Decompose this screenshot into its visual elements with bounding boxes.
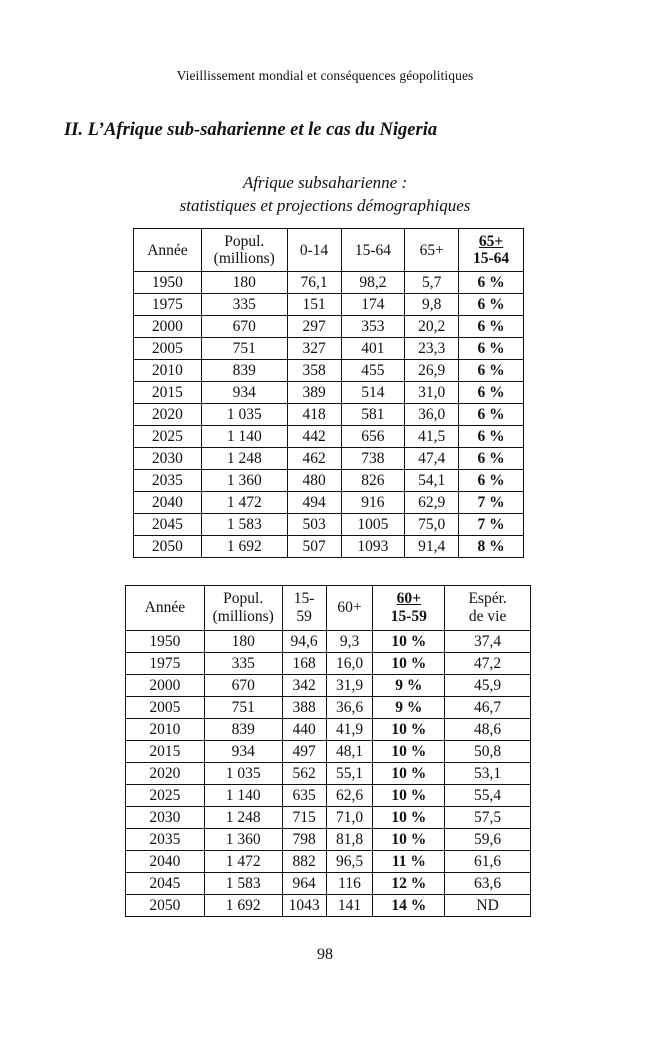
table-cell: 53,1	[445, 763, 531, 785]
table-cell: 116	[326, 873, 373, 895]
table-cell: 2015	[134, 382, 202, 404]
table-row	[126, 829, 531, 851]
table-cell: 10 %	[373, 785, 445, 807]
table-row	[134, 470, 524, 492]
table-cell: 342	[282, 675, 326, 697]
table-cell: 507	[287, 536, 341, 558]
header-population	[204, 586, 282, 631]
table-cell: 2045	[134, 514, 202, 536]
table-cell: 12 %	[373, 873, 445, 895]
table-cell: 2000	[126, 675, 205, 697]
table-cell: 7 %	[459, 514, 524, 536]
table-cell: 2040	[134, 492, 202, 514]
table-cell: 76,1	[287, 272, 341, 294]
table-cell: 2030	[126, 807, 205, 829]
header-year: Année	[126, 586, 205, 631]
table-cell: 327	[287, 338, 341, 360]
table-row	[126, 807, 531, 829]
table-cell: 151	[287, 294, 341, 316]
table-row	[134, 448, 524, 470]
table-cell: 1 360	[201, 470, 287, 492]
table-cell: 839	[204, 719, 282, 741]
table-cell: 62,6	[326, 785, 373, 807]
header-pop-line2: (millions)	[212, 608, 274, 625]
table-cell: 26,9	[405, 360, 459, 382]
table-cell: 6 %	[459, 448, 524, 470]
table-header-row	[134, 229, 524, 272]
table-row	[126, 697, 531, 719]
table-cell: 23,3	[405, 338, 459, 360]
running-header: Vieillissement mondial et conséquences géopolitiques	[176, 68, 474, 83]
table-row	[126, 741, 531, 763]
table-cell: 20,2	[405, 316, 459, 338]
table-cell: 934	[204, 741, 282, 763]
ratio-denominator: 15-59	[390, 608, 427, 625]
table-cell: 7 %	[459, 492, 524, 514]
table-row	[126, 675, 531, 697]
table-cell: 2050	[126, 895, 205, 917]
table-row	[134, 514, 524, 536]
table-cell: 751	[201, 338, 287, 360]
table-cell: 440	[282, 719, 326, 741]
table-cell: 738	[341, 448, 405, 470]
table-cell: 1 472	[204, 851, 282, 873]
ratio-denominator: 15-64	[472, 250, 510, 267]
table-cell: 10 %	[373, 741, 445, 763]
caption-line-2: statistiques et projections démographiques	[179, 196, 471, 215]
header-age-15-64: 15-64	[341, 229, 405, 272]
header-pop-line1: Popul.	[223, 590, 264, 607]
header-dependency-ratio	[459, 229, 524, 272]
header-age-60plus: 60+	[326, 586, 373, 631]
table-row	[134, 294, 524, 316]
table-row	[126, 653, 531, 675]
table-cell: 934	[201, 382, 287, 404]
table-cell: 6 %	[459, 272, 524, 294]
table-cell: 94,6	[282, 631, 326, 653]
table-cell: 1 035	[204, 763, 282, 785]
table-cell: 358	[287, 360, 341, 382]
table-cell: 2010	[126, 719, 205, 741]
table-cell: 2035	[126, 829, 205, 851]
table-cell: 1975	[134, 294, 202, 316]
table-cell: 8 %	[459, 536, 524, 558]
table-row	[134, 492, 524, 514]
table-cell: 9 %	[373, 675, 445, 697]
table-cell: 1005	[341, 514, 405, 536]
table-cell: 10 %	[373, 631, 445, 653]
table-cell: 168	[282, 653, 326, 675]
table-cell: 503	[287, 514, 341, 536]
header-age-15-59	[282, 586, 326, 631]
table-cell: 1 692	[204, 895, 282, 917]
table-cell: 16,0	[326, 653, 373, 675]
table-cell: 2000	[134, 316, 202, 338]
table-cell: 98,2	[341, 272, 405, 294]
table-cell: 1 692	[201, 536, 287, 558]
table-cell: 2005	[134, 338, 202, 360]
table-cell: 48,6	[445, 719, 531, 741]
table-cell: 2040	[126, 851, 205, 873]
caption-line-1: Afrique subsaharienne :	[242, 173, 408, 192]
table-header-row	[126, 586, 531, 631]
table-cell: 562	[282, 763, 326, 785]
ratio-numerator: 65+	[478, 233, 504, 250]
table-cell: 75,0	[405, 514, 459, 536]
table-row	[126, 719, 531, 741]
table-cell: 9,8	[405, 294, 459, 316]
table-cell: 9 %	[373, 697, 445, 719]
table-cell: 6 %	[459, 316, 524, 338]
table-cell: 514	[341, 382, 405, 404]
table-row	[126, 873, 531, 895]
table-caption	[0, 171, 650, 217]
table-cell: 37,4	[445, 631, 531, 653]
header-15-59-line1: 15-	[293, 590, 315, 607]
table-cell: 1 140	[204, 785, 282, 807]
table-cell: 41,5	[405, 426, 459, 448]
table-cell: 494	[287, 492, 341, 514]
table-cell: 2020	[126, 763, 205, 785]
table-cell: 96,5	[326, 851, 373, 873]
table-cell: 353	[341, 316, 405, 338]
table-cell: 46,7	[445, 697, 531, 719]
table-cell: 10 %	[373, 829, 445, 851]
table-cell: 2010	[134, 360, 202, 382]
table-cell: 62,9	[405, 492, 459, 514]
header-pop-line1: Popul.	[224, 233, 265, 250]
table-cell: 174	[341, 294, 405, 316]
table-cell: 1 583	[201, 514, 287, 536]
table-cell: 335	[204, 653, 282, 675]
table-cell: 1 248	[201, 448, 287, 470]
table-cell: 418	[287, 404, 341, 426]
table-row	[126, 851, 531, 873]
table-cell: 36,6	[326, 697, 373, 719]
table-cell: 10 %	[373, 719, 445, 741]
table-cell: 91,4	[405, 536, 459, 558]
table-row	[126, 785, 531, 807]
table-cell: 916	[341, 492, 405, 514]
table-cell: 9,3	[326, 631, 373, 653]
table-cell: 47,4	[405, 448, 459, 470]
header-life-line2: de vie	[468, 608, 507, 625]
table-row	[134, 338, 524, 360]
table-cell: 55,4	[445, 785, 531, 807]
header-dependency-ratio	[373, 586, 445, 631]
stats-table-60plus	[125, 585, 531, 917]
table-cell: 1043	[282, 895, 326, 917]
stats-table-65plus	[133, 228, 524, 558]
table-row	[134, 360, 524, 382]
table-cell: 41,9	[326, 719, 373, 741]
table-cell: 497	[282, 741, 326, 763]
table-cell: 389	[287, 382, 341, 404]
header-life-line1: Espér.	[468, 590, 507, 607]
table-cell: 670	[204, 675, 282, 697]
table-cell: 670	[201, 316, 287, 338]
table-cell: 6 %	[459, 294, 524, 316]
table-cell: 10 %	[373, 807, 445, 829]
table-cell: 2050	[134, 536, 202, 558]
header-year: Année	[134, 229, 202, 272]
section-title: II. L’Afrique sub-saharienne et le cas du Nigeria	[64, 120, 438, 140]
table-cell: 401	[341, 338, 405, 360]
table-row	[134, 272, 524, 294]
table-cell: 50,8	[445, 741, 531, 763]
table-cell: 11 %	[373, 851, 445, 873]
table-cell: 1 583	[204, 873, 282, 895]
table-cell: 656	[341, 426, 405, 448]
table-cell: 751	[204, 697, 282, 719]
table-cell: 2045	[126, 873, 205, 895]
table-cell: 45,9	[445, 675, 531, 697]
table-cell: 1975	[126, 653, 205, 675]
table-cell: 798	[282, 829, 326, 851]
table-cell: 882	[282, 851, 326, 873]
table-row	[134, 426, 524, 448]
table-cell: 31,0	[405, 382, 459, 404]
table-cell: 48,1	[326, 741, 373, 763]
table-cell: 63,6	[445, 873, 531, 895]
table-cell: 1950	[134, 272, 202, 294]
table-cell: 964	[282, 873, 326, 895]
table-cell: 442	[287, 426, 341, 448]
table-cell: 54,1	[405, 470, 459, 492]
table-cell: 10 %	[373, 653, 445, 675]
table-cell: 1 248	[204, 807, 282, 829]
table-cell: 1093	[341, 536, 405, 558]
table-cell: 2015	[126, 741, 205, 763]
table-cell: 2030	[134, 448, 202, 470]
table-cell: 6 %	[459, 404, 524, 426]
table-cell: 57,5	[445, 807, 531, 829]
table-cell: 10 %	[373, 763, 445, 785]
header-age-65plus: 65+	[405, 229, 459, 272]
table-cell: 715	[282, 807, 326, 829]
table-cell: 6 %	[459, 382, 524, 404]
table-cell: 1 140	[201, 426, 287, 448]
table-cell: 480	[287, 470, 341, 492]
table-cell: 36,0	[405, 404, 459, 426]
table-cell: 462	[287, 448, 341, 470]
table-cell: 14 %	[373, 895, 445, 917]
table-cell: 388	[282, 697, 326, 719]
table-cell: 59,6	[445, 829, 531, 851]
table-row	[134, 404, 524, 426]
table-cell: 47,2	[445, 653, 531, 675]
table-cell: 141	[326, 895, 373, 917]
table-cell: 335	[201, 294, 287, 316]
header-15-59-line2: 59	[296, 608, 312, 625]
table-cell: 31,9	[326, 675, 373, 697]
table-row	[126, 763, 531, 785]
table-cell: 297	[287, 316, 341, 338]
table-cell: 2025	[126, 785, 205, 807]
table-cell: 180	[201, 272, 287, 294]
table-cell: 180	[204, 631, 282, 653]
table-cell: 2025	[134, 426, 202, 448]
table-cell: 55,1	[326, 763, 373, 785]
table-row	[134, 382, 524, 404]
header-age-0-14: 0-14	[287, 229, 341, 272]
table-cell: 81,8	[326, 829, 373, 851]
ratio-numerator: 60+	[396, 590, 422, 607]
table-cell: 1950	[126, 631, 205, 653]
table-row	[126, 631, 531, 653]
table-row	[134, 316, 524, 338]
table-cell: 6 %	[459, 426, 524, 448]
table-row	[126, 895, 531, 917]
header-population	[201, 229, 287, 272]
table-cell: 6 %	[459, 360, 524, 382]
table-cell: 61,6	[445, 851, 531, 873]
table-cell: 5,7	[405, 272, 459, 294]
table-cell: 581	[341, 404, 405, 426]
page-number: 98	[317, 946, 333, 963]
table-cell: 6 %	[459, 470, 524, 492]
table-cell: 2035	[134, 470, 202, 492]
table-row	[134, 536, 524, 558]
header-life-expectancy	[445, 586, 531, 631]
header-pop-line2: (millions)	[213, 250, 275, 267]
table-cell: ND	[445, 895, 531, 917]
table-cell: 1 360	[204, 829, 282, 851]
table-cell: 1 035	[201, 404, 287, 426]
table-cell: 635	[282, 785, 326, 807]
table-cell: 6 %	[459, 338, 524, 360]
table-cell: 455	[341, 360, 405, 382]
table-cell: 839	[201, 360, 287, 382]
table-cell: 2020	[134, 404, 202, 426]
table-cell: 826	[341, 470, 405, 492]
table-cell: 2005	[126, 697, 205, 719]
table-cell: 71,0	[326, 807, 373, 829]
table-cell: 1 472	[201, 492, 287, 514]
